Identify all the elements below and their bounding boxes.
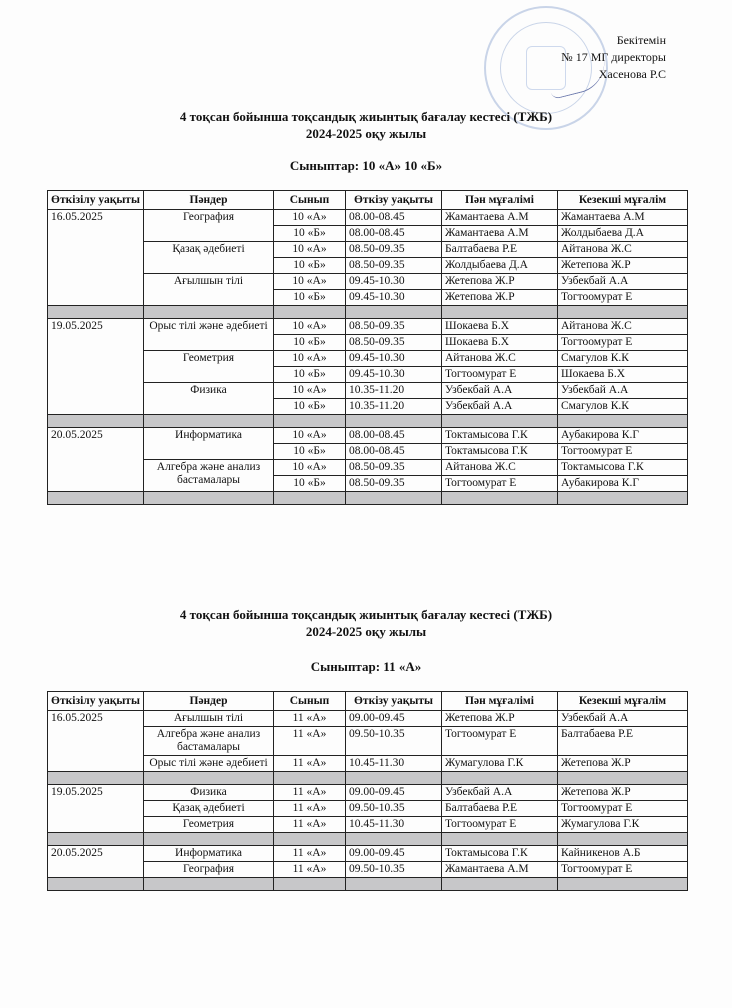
schedule-table-10 [47, 190, 688, 505]
separator-cell [558, 878, 688, 891]
subject-cell: Ағылшын тілі [144, 711, 274, 727]
date-cell: 16.05.2025 [48, 711, 144, 772]
table-row [48, 274, 688, 290]
subject-cell: Алгебра және анализ бастамалары [144, 460, 274, 492]
subject-cell: Геометрия [144, 817, 274, 833]
subject-cell: Информатика [144, 846, 274, 862]
teacher-cell: Узбекбай А.А [442, 383, 558, 399]
duty-teacher-cell: Тогтоомурат Е [558, 801, 688, 817]
separator-cell [346, 306, 442, 319]
class-cell: 11 «А» [274, 727, 346, 756]
separator-row [48, 878, 688, 891]
separator-cell [558, 772, 688, 785]
separator-cell [442, 833, 558, 846]
table-row [48, 319, 688, 335]
table-row [48, 460, 688, 476]
separator-row [48, 492, 688, 505]
duty-teacher-cell: Аубакирова К.Г [558, 428, 688, 444]
separator-row [48, 415, 688, 428]
separator-row [48, 772, 688, 785]
teacher-cell: Балтабаева Р.Е [442, 242, 558, 258]
separator-cell [558, 492, 688, 505]
separator-cell [48, 833, 144, 846]
table-row [48, 801, 688, 817]
teacher-cell: Айтанова Ж.С [442, 351, 558, 367]
duty-teacher-cell: Жетепова Ж.Р [558, 756, 688, 772]
column-header: Кезекші мұғалім [558, 191, 688, 210]
duty-teacher-cell: Балтабаева Р.Е [558, 727, 688, 756]
duty-teacher-cell: Жетепова Ж.Р [558, 258, 688, 274]
column-header: Өткізу уақыты [346, 191, 442, 210]
table-row [48, 756, 688, 772]
teacher-cell: Тогтоомурат Е [442, 367, 558, 383]
table-row [48, 785, 688, 801]
subject-cell: География [144, 210, 274, 242]
time-cell: 09.45-10.30 [346, 290, 442, 306]
duty-teacher-cell: Смагулов К.К [558, 351, 688, 367]
subject-cell: Орыс тілі және әдебиеті [144, 319, 274, 351]
approval-line-3: Хасенова Р.С [598, 67, 666, 81]
duty-teacher-cell: Аубакирова К.Г [558, 476, 688, 492]
duty-teacher-cell: Узбекбай А.А [558, 383, 688, 399]
time-cell: 08.50-09.35 [346, 460, 442, 476]
table-row [48, 428, 688, 444]
approval-line-2: № 17 МГ директоры [561, 50, 666, 64]
time-cell: 08.50-09.35 [346, 476, 442, 492]
class-cell: 11 «А» [274, 862, 346, 878]
time-cell: 08.00-08.45 [346, 428, 442, 444]
class-cell: 10 «А» [274, 319, 346, 335]
time-cell: 10.35-11.20 [346, 399, 442, 415]
teacher-cell: Тогтоомурат Е [442, 476, 558, 492]
separator-cell [144, 306, 274, 319]
separator-cell [274, 878, 346, 891]
separator-cell [144, 415, 274, 428]
table-row [48, 846, 688, 862]
separator-cell [346, 772, 442, 785]
duty-teacher-cell: Шокаева Б.Х [558, 367, 688, 383]
duty-teacher-cell: Кайникенов А.Б [558, 846, 688, 862]
separator-cell [346, 415, 442, 428]
duty-teacher-cell: Жетепова Ж.Р [558, 785, 688, 801]
column-header: Кезекші мұғалім [558, 692, 688, 711]
class-cell: 11 «А» [274, 785, 346, 801]
subject-cell: Геометрия [144, 351, 274, 383]
column-header: Пәндер [144, 692, 274, 711]
table2-classes: Сыныптар: 11 «А» [310, 659, 422, 674]
date-cell: 16.05.2025 [48, 210, 144, 306]
teacher-cell: Узбекбай А.А [442, 399, 558, 415]
table-row [48, 383, 688, 399]
separator-cell [144, 833, 274, 846]
time-cell: 08.50-09.35 [346, 319, 442, 335]
time-cell: 08.50-09.35 [346, 335, 442, 351]
time-cell: 10.45-11.30 [346, 817, 442, 833]
column-header: Пән мұғалімі [442, 692, 558, 711]
teacher-cell: Узбекбай А.А [442, 785, 558, 801]
time-cell: 08.00-08.45 [346, 210, 442, 226]
time-cell: 10.45-11.30 [346, 756, 442, 772]
table2-year: 2024-2025 оқу жылы [305, 624, 427, 639]
teacher-cell: Жетепова Ж.Р [442, 290, 558, 306]
class-cell: 10 «Б» [274, 258, 346, 274]
date-cell: 19.05.2025 [48, 785, 144, 833]
column-header: Сынып [274, 692, 346, 711]
duty-teacher-cell: Смагулов К.К [558, 399, 688, 415]
subject-cell: Қазақ әдебиеті [144, 242, 274, 274]
subject-cell: География [144, 862, 274, 878]
separator-cell [144, 492, 274, 505]
time-cell: 09.45-10.30 [346, 274, 442, 290]
teacher-cell: Шокаева Б.Х [442, 335, 558, 351]
class-cell: 10 «А» [274, 351, 346, 367]
duty-teacher-cell: Жумагулова Г.К [558, 817, 688, 833]
duty-teacher-cell: Тогтоомурат Е [558, 290, 688, 306]
approval-block [561, 32, 666, 83]
teacher-cell: Жамантаева А.М [442, 210, 558, 226]
time-cell: 08.00-08.45 [346, 226, 442, 242]
teacher-cell: Токтамысова Г.К [442, 428, 558, 444]
time-cell: 09.50-10.35 [346, 862, 442, 878]
separator-cell [48, 492, 144, 505]
separator-cell [346, 878, 442, 891]
teacher-cell: Шокаева Б.Х [442, 319, 558, 335]
duty-teacher-cell: Токтамысова Г.К [558, 460, 688, 476]
separator-cell [558, 306, 688, 319]
teacher-cell: Жумагулова Г.К [442, 756, 558, 772]
separator-cell [442, 878, 558, 891]
time-cell: 09.00-09.45 [346, 711, 442, 727]
separator-cell [274, 306, 346, 319]
time-cell: 08.50-09.35 [346, 258, 442, 274]
time-cell: 09.50-10.35 [346, 727, 442, 756]
class-cell: 10 «А» [274, 274, 346, 290]
table-row [48, 817, 688, 833]
table-row [48, 242, 688, 258]
separator-row [48, 306, 688, 319]
table-row [48, 210, 688, 226]
column-header: Сынып [274, 191, 346, 210]
subject-cell: Қазақ әдебиеті [144, 801, 274, 817]
class-cell: 10 «Б» [274, 444, 346, 460]
separator-cell [274, 492, 346, 505]
class-cell: 11 «А» [274, 801, 346, 817]
time-cell: 09.00-09.45 [346, 785, 442, 801]
duty-teacher-cell: Жамантаева А.М [558, 210, 688, 226]
separator-cell [442, 306, 558, 319]
column-header: Пәндер [144, 191, 274, 210]
class-cell: 10 «Б» [274, 226, 346, 242]
column-header: Өткізу уақыты [346, 692, 442, 711]
class-cell: 10 «А» [274, 428, 346, 444]
separator-cell [48, 772, 144, 785]
teacher-cell: Жетепова Ж.Р [442, 274, 558, 290]
class-cell: 10 «Б» [274, 335, 346, 351]
class-cell: 11 «А» [274, 846, 346, 862]
subject-cell: Физика [144, 383, 274, 415]
teacher-cell: Айтанова Ж.С [442, 460, 558, 476]
class-cell: 10 «Б» [274, 476, 346, 492]
separator-cell [48, 306, 144, 319]
subject-cell: Орыс тілі және әдебиеті [144, 756, 274, 772]
table2-title: 4 тоқсан бойынша тоқсандық жиынтық бағалау кестесі (ТЖБ) [179, 607, 553, 622]
teacher-cell: Жамантаева А.М [442, 862, 558, 878]
subject-cell: Физика [144, 785, 274, 801]
date-cell: 19.05.2025 [48, 319, 144, 415]
approval-line-1: Бекітемін [616, 33, 666, 47]
separator-cell [144, 772, 274, 785]
separator-cell [558, 415, 688, 428]
class-cell: 11 «А» [274, 711, 346, 727]
separator-cell [442, 492, 558, 505]
teacher-cell: Балтабаева Р.Е [442, 801, 558, 817]
table-row [48, 711, 688, 727]
separator-cell [346, 492, 442, 505]
class-cell: 11 «А» [274, 817, 346, 833]
time-cell: 09.45-10.30 [346, 367, 442, 383]
separator-cell [442, 772, 558, 785]
subject-cell: Информатика [144, 428, 274, 460]
table-row [48, 727, 688, 756]
time-cell: 10.35-11.20 [346, 383, 442, 399]
teacher-cell: Жетепова Ж.Р [442, 711, 558, 727]
separator-cell [48, 415, 144, 428]
separator-row [48, 833, 688, 846]
class-cell: 10 «А» [274, 383, 346, 399]
teacher-cell: Токтамысова Г.К [442, 846, 558, 862]
duty-teacher-cell: Тогтоомурат Е [558, 444, 688, 460]
teacher-cell: Жолдыбаева Д.А [442, 258, 558, 274]
class-cell: 10 «Б» [274, 367, 346, 383]
separator-cell [274, 833, 346, 846]
table-row [48, 862, 688, 878]
duty-teacher-cell: Айтанова Ж.С [558, 242, 688, 258]
time-cell: 08.50-09.35 [346, 242, 442, 258]
column-header: Пән мұғалімі [442, 191, 558, 210]
teacher-cell: Токтамысова Г.К [442, 444, 558, 460]
class-cell: 10 «А» [274, 242, 346, 258]
class-cell: 10 «А» [274, 210, 346, 226]
separator-cell [442, 415, 558, 428]
separator-cell [558, 833, 688, 846]
column-header: Өткізілу уақыты [48, 692, 144, 711]
separator-cell [274, 772, 346, 785]
separator-cell [144, 878, 274, 891]
duty-teacher-cell: Жолдыбаева Д.А [558, 226, 688, 242]
teacher-cell: Жамантаева А.М [442, 226, 558, 242]
class-cell: 10 «А» [274, 460, 346, 476]
separator-cell [274, 415, 346, 428]
table1-title: 4 тоқсан бойынша тоқсандық жиынтық бағалау кестесі (ТЖБ) [179, 109, 553, 124]
schedule-table-11 [47, 691, 688, 891]
class-cell: 10 «Б» [274, 399, 346, 415]
duty-teacher-cell: Тогтоомурат Е [558, 335, 688, 351]
duty-teacher-cell: Айтанова Ж.С [558, 319, 688, 335]
table-row [48, 351, 688, 367]
duty-teacher-cell: Тогтоомурат Е [558, 862, 688, 878]
date-cell: 20.05.2025 [48, 428, 144, 492]
time-cell: 09.00-09.45 [346, 846, 442, 862]
date-cell: 20.05.2025 [48, 846, 144, 878]
column-header: Өткізілу уақыты [48, 191, 144, 210]
subject-cell: Ағылшын тілі [144, 274, 274, 306]
table1-classes: Сыныптар: 10 «А» 10 «Б» [289, 158, 443, 173]
separator-cell [48, 878, 144, 891]
class-cell: 11 «А» [274, 756, 346, 772]
table1-year: 2024-2025 оқу жылы [305, 126, 427, 141]
subject-cell: Алгебра және анализ бастамалары [144, 727, 274, 756]
teacher-cell: Тогтоомурат Е [442, 727, 558, 756]
time-cell: 09.45-10.30 [346, 351, 442, 367]
duty-teacher-cell: Узбекбай А.А [558, 274, 688, 290]
separator-cell [346, 833, 442, 846]
class-cell: 10 «Б» [274, 290, 346, 306]
time-cell: 09.50-10.35 [346, 801, 442, 817]
duty-teacher-cell: Узбекбай А.А [558, 711, 688, 727]
time-cell: 08.00-08.45 [346, 444, 442, 460]
teacher-cell: Тогтоомурат Е [442, 817, 558, 833]
